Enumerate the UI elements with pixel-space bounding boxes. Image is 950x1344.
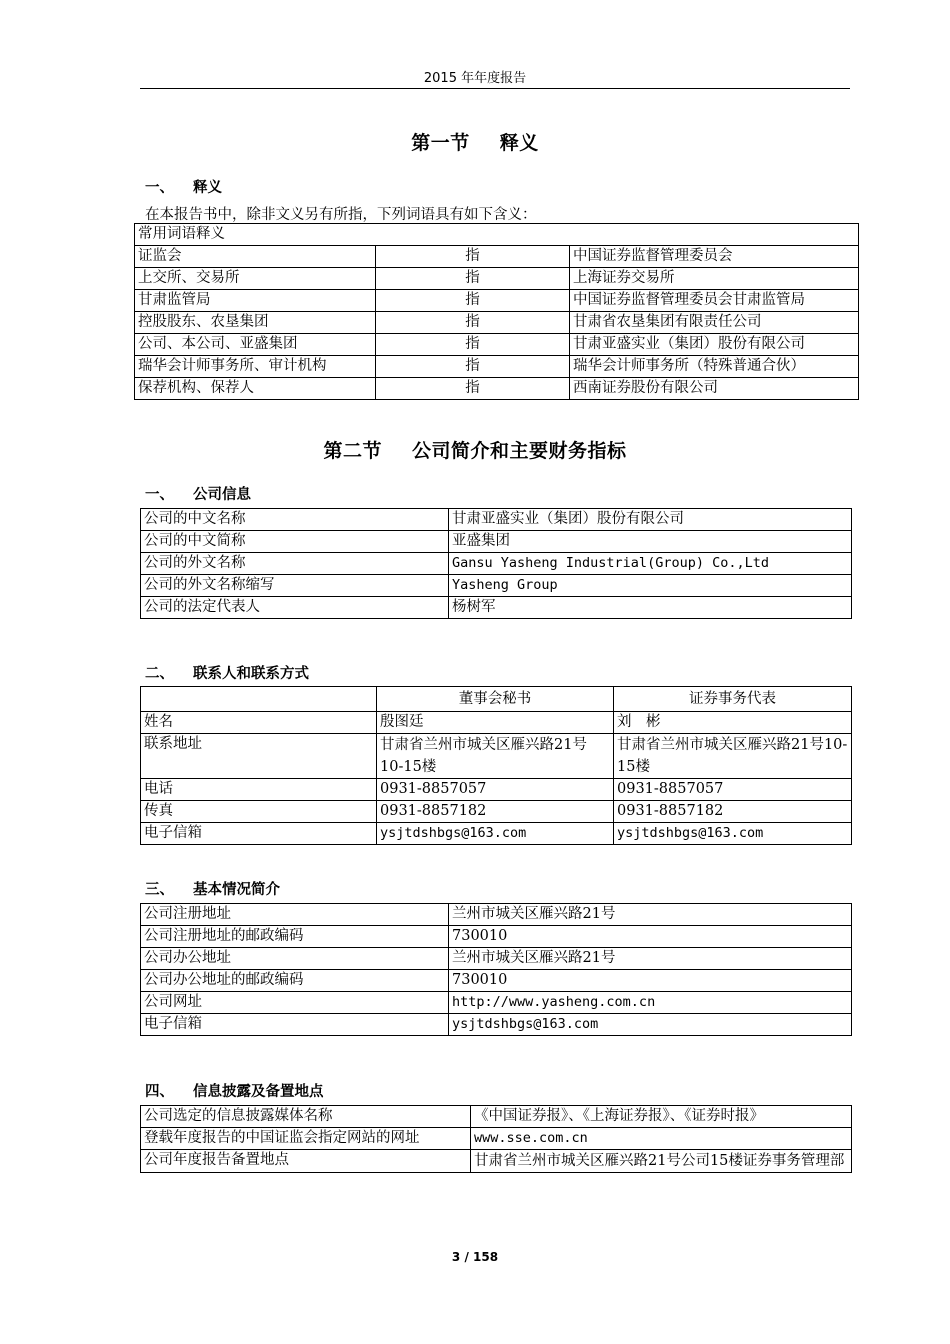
- english-name: Gansu Yasheng Industrial(Group) Co.,Ltd: [452, 555, 769, 571]
- company-info-table: [140, 508, 852, 619]
- label-cell: 公司的外文名称: [141, 553, 449, 575]
- disclosure-subhead: [145, 1080, 324, 1101]
- definitions-table-header: 常用词语释义: [135, 224, 859, 246]
- subhead-number: 四、: [145, 1084, 174, 1100]
- table-row: [141, 779, 852, 801]
- label-cell: 公司网址: [141, 992, 449, 1014]
- table-row: [141, 734, 852, 779]
- table-row: [141, 597, 852, 619]
- value-cell: 甘肃省兰州市城关区雁兴路21号10-15楼: [377, 734, 614, 779]
- definitions-intro: 在本报告书中，除非文义另有所指，下列词语具有如下含义：: [145, 207, 537, 223]
- value-cell: 刘 彬: [614, 712, 852, 734]
- term-cell: 证监会: [135, 246, 376, 268]
- term-cell: 上交所、交易所: [135, 268, 376, 290]
- label-cell: 公司注册地址: [141, 904, 449, 926]
- value-cell: 亚盛集团: [449, 531, 852, 553]
- table-header-row: [141, 687, 852, 712]
- page-number: 3 / 158: [451, 1250, 499, 1264]
- section2-title-text: 公司简介和主要财务指标: [412, 440, 627, 462]
- table-row: [141, 531, 852, 553]
- value-cell: 0931-8857057: [614, 779, 852, 801]
- table-row: [141, 970, 852, 992]
- subhead-number: 一、: [145, 487, 174, 503]
- value-cell: [377, 823, 614, 845]
- table-row: [141, 823, 852, 845]
- label-cell: 电子信箱: [141, 823, 377, 845]
- definition-cell: 瑞华会计师事务所（特殊普通合伙）: [570, 356, 859, 378]
- value-cell: 0931-8857057: [377, 779, 614, 801]
- table-row: [141, 575, 852, 597]
- label-cell: 公司办公地址的邮政编码: [141, 970, 449, 992]
- section2-title-number: 第二节: [323, 440, 382, 462]
- means-cell: 指: [376, 334, 570, 356]
- value-cell: 甘肃亚盛实业（集团）股份有限公司: [449, 509, 852, 531]
- label-cell: 电子信箱: [141, 1014, 449, 1036]
- term-cell: 甘肃监管局: [135, 290, 376, 312]
- definitions-table: [134, 223, 859, 400]
- table-header-row: [135, 224, 859, 246]
- value-cell: 《中国证券报》、《上海证券报》、《证券时报》: [471, 1106, 852, 1128]
- definition-cell: 甘肃亚盛实业（集团）股份有限公司: [570, 334, 859, 356]
- table-row: [141, 553, 852, 575]
- subhead-number: 一、: [145, 180, 174, 196]
- value-cell: 0931-8857182: [614, 801, 852, 823]
- header-rule: [140, 88, 850, 89]
- value-cell: [449, 575, 852, 597]
- table-row: [141, 1128, 852, 1150]
- table-row: [141, 1106, 852, 1128]
- table-row: [135, 356, 859, 378]
- value-cell: [449, 992, 852, 1014]
- email-value: ysjtdshbgs@163.com: [452, 1016, 599, 1032]
- website-link[interactable]: http://www.yasheng.com.cn: [452, 994, 656, 1010]
- basic-info-subhead: [145, 878, 280, 899]
- means-cell: 指: [376, 246, 570, 268]
- table-row: [141, 801, 852, 823]
- means-cell: 指: [376, 378, 570, 400]
- label-cell: 公司年度报告备置地点: [141, 1150, 471, 1173]
- label-cell: 传真: [141, 801, 377, 823]
- table-row: [135, 290, 859, 312]
- value-cell: [614, 823, 852, 845]
- means-cell: 指: [376, 290, 570, 312]
- table-row: [141, 926, 852, 948]
- definition-cell: 中国证券监督管理委员会: [570, 246, 859, 268]
- value-cell: 兰州市城关区雁兴路21号: [449, 904, 852, 926]
- term-cell: 瑞华会计师事务所、审计机构: [135, 356, 376, 378]
- email-value: ysjtdshbgs@163.com: [617, 825, 764, 841]
- table-row: [141, 948, 852, 970]
- subhead-text: 联系人和联系方式: [193, 666, 309, 682]
- label-cell: 公司注册地址的邮政编码: [141, 926, 449, 948]
- definition-cell: 甘肃省农垦集团有限责任公司: [570, 312, 859, 334]
- table-row: [141, 1014, 852, 1036]
- table-row: [141, 904, 852, 926]
- means-cell: 指: [376, 312, 570, 334]
- section1-subhead: [145, 176, 222, 197]
- subhead-text: 信息披露及备置地点: [193, 1084, 324, 1100]
- definition-cell: 上海证券交易所: [570, 268, 859, 290]
- value-cell: 甘肃省兰州市城关区雁兴路21号公司15楼证券事务管理部: [471, 1150, 852, 1173]
- table-row: [135, 246, 859, 268]
- disclosure-table: [140, 1105, 852, 1173]
- table-row: [141, 992, 852, 1014]
- table-row: [135, 268, 859, 290]
- subhead-number: 二、: [145, 666, 174, 682]
- term-cell: 公司、本公司、亚盛集团: [135, 334, 376, 356]
- means-cell: 指: [376, 268, 570, 290]
- contacts-subhead: [145, 662, 309, 683]
- value-cell: 730010: [449, 926, 852, 948]
- table-row: [141, 712, 852, 734]
- term-cell: 控股股东、农垦集团: [135, 312, 376, 334]
- label-cell: 登载年度报告的中国证监会指定网站的网址: [141, 1128, 471, 1150]
- definition-cell: 中国证券监督管理委员会甘肃监管局: [570, 290, 859, 312]
- subhead-text: 公司信息: [193, 487, 251, 503]
- value-cell: 殷图廷: [377, 712, 614, 734]
- value-cell: [449, 553, 852, 575]
- definition-cell: 西南证券股份有限公司: [570, 378, 859, 400]
- website-link[interactable]: www.sse.com.cn: [474, 1130, 588, 1146]
- label-cell: 姓名: [141, 712, 377, 734]
- securities-rep-header: 证券事务代表: [614, 687, 852, 712]
- section2-title: [0, 436, 950, 463]
- value-cell: 杨树军: [449, 597, 852, 619]
- table-row: [141, 1150, 852, 1173]
- contacts-table: [140, 686, 852, 845]
- term-cell: 保荐机构、保荐人: [135, 378, 376, 400]
- value-cell: 730010: [449, 970, 852, 992]
- section1-title-number: 第一节: [411, 132, 470, 154]
- label-cell: 公司办公地址: [141, 948, 449, 970]
- subhead-text: 释义: [193, 180, 222, 196]
- running-header: 2015 年年度报告: [423, 71, 527, 86]
- subhead-text: 基本情况简介: [193, 882, 280, 898]
- value-cell: [449, 1014, 852, 1036]
- label-cell: 公司的外文名称缩写: [141, 575, 449, 597]
- label-cell: 公司的中文名称: [141, 509, 449, 531]
- english-abbr: Yasheng Group: [452, 577, 558, 593]
- value-cell: 甘肃省兰州市城关区雁兴路21号10-15楼: [614, 734, 852, 779]
- email-value: ysjtdshbgs@163.com: [380, 825, 527, 841]
- label-cell: 联系地址: [141, 734, 377, 779]
- value-cell: 兰州市城关区雁兴路21号: [449, 948, 852, 970]
- basic-info-table: [140, 903, 852, 1036]
- section1-title-text: 释义: [499, 132, 539, 154]
- means-cell: 指: [376, 356, 570, 378]
- table-row: [135, 378, 859, 400]
- label-cell: 公司选定的信息披露媒体名称: [141, 1106, 471, 1128]
- table-row: [135, 312, 859, 334]
- empty-header-cell: [141, 687, 377, 712]
- section1-title: [0, 128, 950, 155]
- subhead-number: 三、: [145, 882, 174, 898]
- label-cell: 公司的法定代表人: [141, 597, 449, 619]
- label-cell: 电话: [141, 779, 377, 801]
- table-row: [135, 334, 859, 356]
- table-row: [141, 509, 852, 531]
- value-cell: [471, 1128, 852, 1150]
- board-secretary-header: 董事会秘书: [377, 687, 614, 712]
- company-info-subhead: [145, 483, 251, 504]
- value-cell: 0931-8857182: [377, 801, 614, 823]
- label-cell: 公司的中文简称: [141, 531, 449, 553]
